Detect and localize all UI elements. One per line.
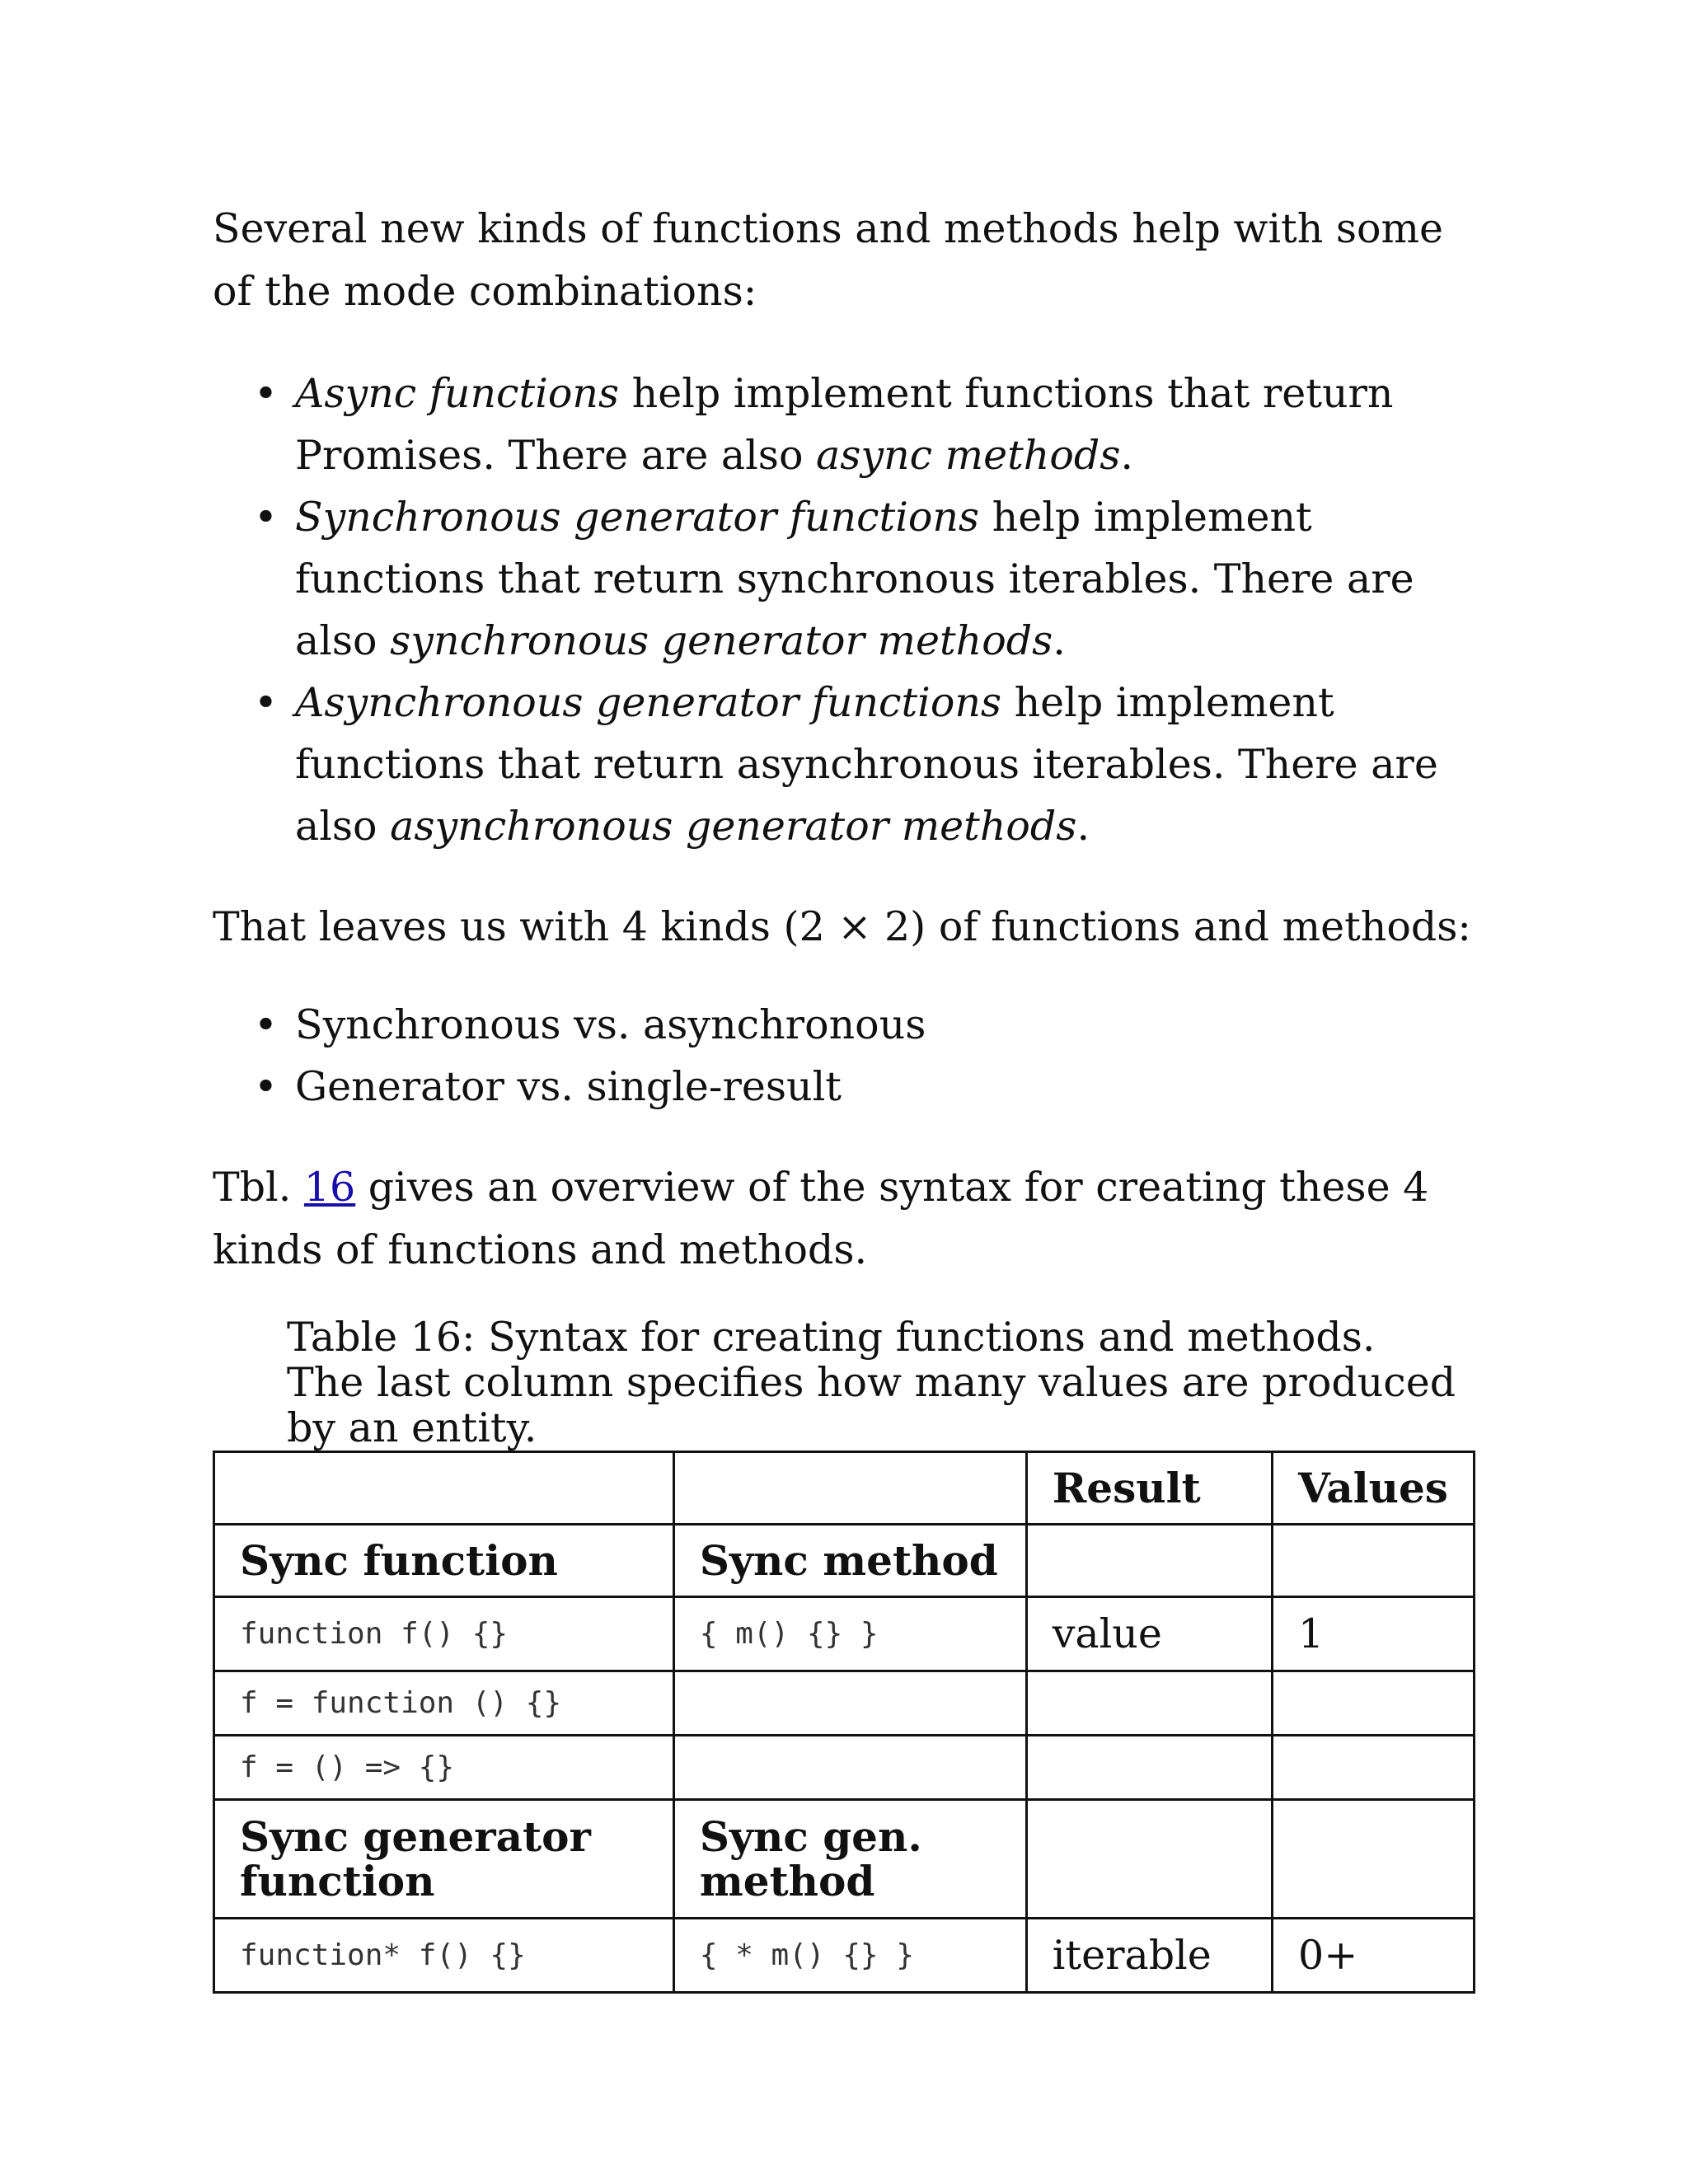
values-cell: 1 (1273, 1597, 1475, 1671)
table-row (214, 1671, 1475, 1736)
code-cell: f = function () {} (214, 1671, 674, 1736)
intro-paragraph: Several new kinds of functions and methods help with some of the mode combinations: (213, 205, 1443, 315)
item-text: . (1076, 803, 1090, 850)
list-item (254, 486, 1482, 672)
page-content (213, 198, 1482, 1994)
code-cell: f = () => {} (214, 1736, 674, 1800)
code-cell: { * m() {} } (673, 1919, 1026, 1993)
item-text: help implement functions that return Promises. There are also (295, 370, 1394, 479)
column-header-values: Values (1273, 1452, 1475, 1525)
list-item (254, 363, 1482, 486)
list-item (254, 1056, 1482, 1118)
table-row (214, 1736, 1475, 1800)
term: synchronous generator methods (390, 617, 1053, 664)
table-cell (673, 1671, 1026, 1736)
table-cell (673, 1452, 1026, 1525)
code-cell: function f() {} (214, 1597, 674, 1671)
item-text: . (1053, 617, 1066, 664)
table-row (214, 1597, 1475, 1671)
table-cell (1273, 1671, 1475, 1736)
table-link[interactable]: 16 (303, 1164, 356, 1211)
item-text: Generator vs. single-result (295, 1063, 842, 1110)
dimensions-list (213, 994, 1482, 1118)
table-cell (1273, 1736, 1475, 1800)
term: Asynchronous generator functions (295, 679, 1002, 726)
table-cell (1026, 1525, 1272, 1597)
table-reference-paragraph (213, 1156, 1482, 1282)
list-item (254, 672, 1482, 857)
item-text: . (1120, 432, 1133, 479)
section-header-sync-gen-method: Sync gen. method (673, 1800, 1026, 1919)
term: async methods (816, 432, 1121, 479)
syntax-table (213, 1451, 1475, 1994)
bullet-icon: • (254, 494, 278, 541)
item-text: help implement functions that return asynchronous iterables. There are also (295, 679, 1438, 850)
list-item (254, 994, 1482, 1056)
values-cell: 0+ (1273, 1919, 1475, 1993)
item-text: Synchronous vs. asynchronous (295, 1001, 926, 1048)
result-cell: iterable (1026, 1919, 1272, 1993)
bullet-icon: • (254, 370, 278, 417)
section-header-sync-generator-function: Sync generator function (214, 1800, 674, 1919)
table-cell (1026, 1800, 1272, 1919)
code-cell: function* f() {} (214, 1919, 674, 1993)
column-header-result: Result (1026, 1452, 1272, 1525)
code-cell: { m() {} } (673, 1597, 1026, 1671)
item-text: help implement functions that return synchronous iterables. There are also (295, 494, 1414, 664)
section-header-sync-function: Sync function (214, 1525, 674, 1597)
leaves-paragraph: That leaves us with 4 kinds (2 × 2) of functions and methods: (213, 903, 1471, 950)
table-cell (1273, 1800, 1475, 1919)
bullet-icon: • (254, 679, 278, 726)
term: asynchronous generator methods (390, 803, 1077, 850)
table-row (214, 1800, 1475, 1919)
result-cell: value (1026, 1597, 1272, 1671)
bullet-icon: • (254, 1001, 278, 1048)
table-row (214, 1919, 1475, 1993)
table-cell (1273, 1525, 1475, 1597)
kinds-list (213, 363, 1482, 857)
table-caption: Table 16: Syntax for creating functions and methods. The last column specifies how many values are produced by an entity. (287, 1314, 1456, 1451)
section-header-sync-method: Sync method (673, 1525, 1026, 1597)
bullet-icon: • (254, 1063, 278, 1110)
table-cell (673, 1736, 1026, 1800)
table-row (214, 1525, 1475, 1597)
table-cell (214, 1452, 674, 1525)
table-cell (1026, 1736, 1272, 1800)
ref-suffix: gives an overview of the syntax for creating these 4 kinds of functions and methods. (213, 1164, 1429, 1273)
term: Async functions (295, 370, 620, 417)
ref-prefix: Tbl. (213, 1164, 304, 1211)
table-cell (1026, 1671, 1272, 1736)
term: Synchronous generator functions (295, 494, 980, 541)
table-row (214, 1452, 1475, 1525)
